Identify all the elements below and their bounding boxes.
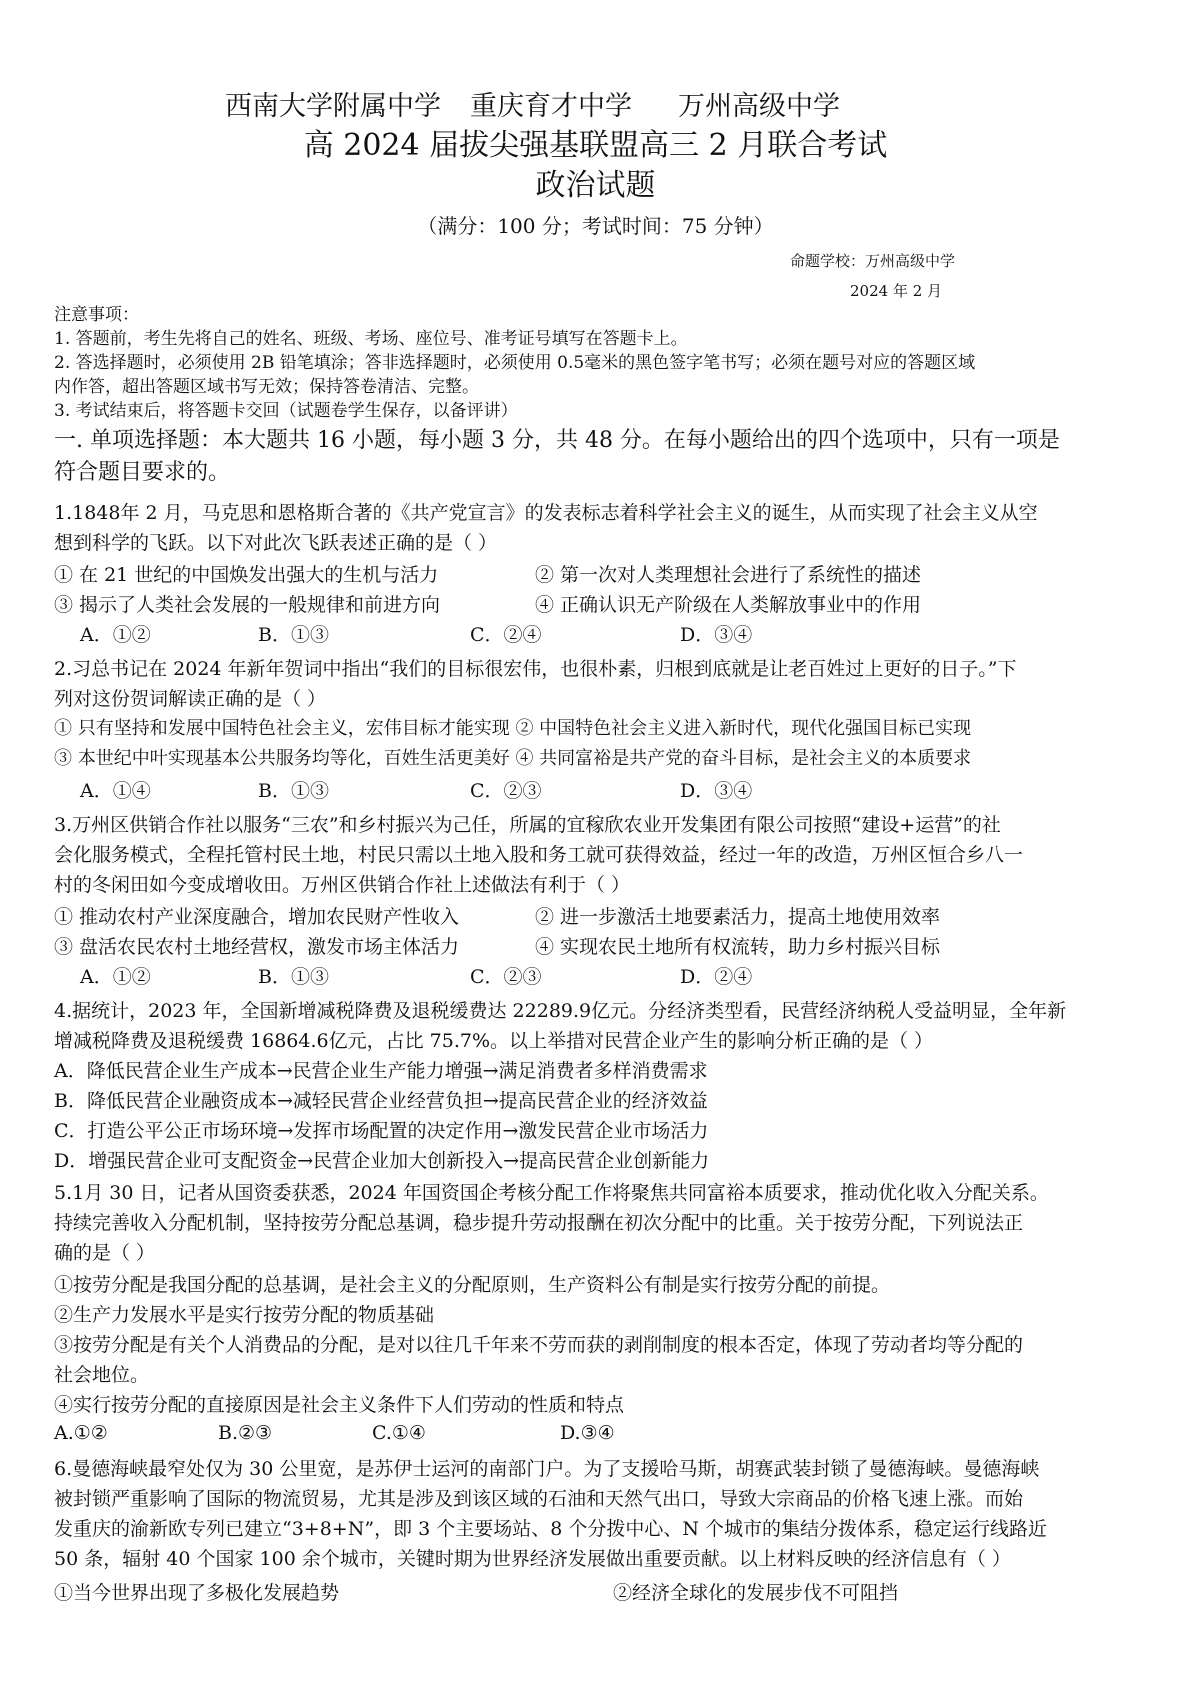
school-name-1: 西南大学附属中学: [225, 91, 441, 122]
q1-statement-3: ③ 揭示了人类社会发展的一般规律和前进方向: [54, 594, 441, 616]
q4-stem-2: 增减税降费及退税缓费 16864.6亿元，占比 75.7%。以上举措对民营企业产生的影响分析正确的是（ ）: [54, 1030, 934, 1052]
notice-item-2: 2. 答选择题时，必须使用 2B 铅笔填涂；答非选择题时，必须使用 0.5毫米的黑色签字笔书写；必须在题号对应的答题区域: [54, 353, 976, 373]
q3-option-b: B．①③: [258, 966, 329, 988]
q5-option-d: D.③④: [560, 1422, 615, 1444]
q3-statement-3: ③ 盘活农民农村土地经营权，激发市场主体活力: [54, 936, 460, 958]
q4-option-b: B．降低民营企业融资成本→减轻民营企业经营负担→提高民营企业的经济效益: [54, 1090, 708, 1112]
q3-stem-2: 会化服务模式，全程托管村民土地，村民只需以土地入股和务工就可获得效益，经过一年的改造，万州区恒合乡八一: [54, 844, 1024, 866]
section-heading-line1: 一. 单项选择题：本大题共 16 小题，每小题 3 分，共 48 分。在每小题给出的四个选项中，只有一项是: [54, 428, 1060, 453]
q2-statements-3-4: ③ 本世纪中叶实现基本公共服务均等化，百姓生活更美好 ④ 共同富裕是共产党的奋斗目标，是社会主义的本质要求: [54, 748, 972, 769]
q3-statement-2: ② 进一步激活土地要素活力，提高土地使用效率: [535, 906, 941, 928]
author-school: 命题学校：万州高级中学: [790, 252, 956, 270]
q2-stem-1: 2.习总书记在 2024 年新年贺词中指出“我们的目标很宏伟，也很朴素，归根到底就是让老百姓过上更好的日子。”下: [54, 658, 1017, 680]
school-name-3: 万州高级中学: [678, 91, 840, 122]
q4-option-d: D．增强民营企业可支配资金→民营企业加大创新投入→提高民营企业创新能力: [54, 1150, 710, 1172]
q5-stem-1: 5.1月 30 日，记者从国资委获悉，2024 年国资国企考核分配工作将聚焦共同富裕本质要求，推动优化收入分配关系。: [54, 1182, 1049, 1204]
q1-option-a: A．①②: [80, 624, 151, 646]
q6-statement-1: ①当今世界出现了多极化发展趋势: [54, 1582, 340, 1604]
q6-stem-3: 发重庆的渝新欧专列已建立“3+8+N”，即 3 个主要场站、8 个分拨中心、N 个城市的集结分拨体系，稳定运行线路近: [54, 1518, 1048, 1540]
q1-statement-1: ① 在 21 世纪的中国焕发出强大的生机与活力: [54, 564, 439, 586]
q5-stem-3: 确的是（ ）: [54, 1242, 156, 1264]
notice-item-3: 3. 考试结束后，将答题卡交回（试题卷学生保存，以备评讲）: [54, 401, 518, 421]
q2-option-c: C．②③: [470, 780, 542, 802]
q1-option-c: C．②④: [470, 624, 542, 646]
q1-option-b: B．①③: [258, 624, 329, 646]
q3-option-a: A．①②: [80, 966, 151, 988]
q5-statement-3-cont: 社会地位。: [54, 1364, 150, 1386]
school-name-2: 重庆育才中学: [470, 91, 632, 122]
q4-option-c: C．打造公平公正市场环境→发挥市场配置的决定作用→激发民营企业市场活力: [54, 1120, 709, 1142]
q5-option-b: B.②③: [218, 1422, 273, 1444]
q6-stem-4: 50 条，辐射 40 个国家 100 余个城市，关键时期为世界经济发展做出重要贡献。以上材料反映的经济信息有（ ）: [54, 1548, 1011, 1570]
q3-stem-1: 3.万州区供销合作社以服务“三农”和乡村振兴为己任，所属的宜稼欣农业开发集团有限公司按照“建设+运营”的社: [54, 814, 1001, 836]
q5-stem-2: 持续完善收入分配机制，坚持按劳分配总基调，稳步提升劳动报酬在初次分配中的比重。关于按劳分配，下列说法正: [54, 1212, 1024, 1234]
q6-statement-2: ②经济全球化的发展步伐不可阻挡: [613, 1582, 899, 1604]
notice-item-2-cont: 内作答，超出答题区域书写无效；保持答卷清洁、完整。: [54, 377, 479, 397]
q6-stem-1: 6.曼德海峡最窄处仅为 30 公里宽，是苏伊士运河的南部门户。为了支援哈马斯，胡赛武装封锁了曼德海峡。曼德海峡: [54, 1458, 1040, 1480]
q2-option-d: D．③④: [680, 780, 753, 802]
notice-item-1: 1. 答题前，考生先将自己的姓名、班级、考场、座位号、准考证号填写在答题卡上。: [54, 329, 688, 349]
q1-stem-1: 1.1848年 2 月，马克思和恩格斯合著的《共产党宣言》的发表标志着科学社会主义的诞生，从而实现了社会主义从空: [54, 502, 1038, 524]
notice-title: 注意事项：: [54, 305, 139, 325]
q5-statement-3: ③按劳分配是有关个人消费品的分配，是对以往几千年来不劳而获的剥削制度的根本否定，体现了劳动者均等分配的: [54, 1334, 1024, 1356]
q5-statement-2: ②生产力发展水平是实行按劳分配的物质基础: [54, 1304, 435, 1326]
exam-title: 高 2024 届拔尖强基联盟高三 2 月联合考试: [303, 128, 888, 163]
q1-stem-2: 想到科学的飞跃。以下对此次飞跃表述正确的是（ ）: [54, 532, 498, 554]
q3-statement-1: ① 推动农村产业深度融合，增加农民财产性收入: [54, 906, 460, 928]
q2-statements-1-2: ① 只有坚持和发展中国特色社会主义，宏伟目标才能实现 ② 中国特色社会主义进入新时代，现代化强国目标已实现: [54, 718, 972, 739]
q5-option-c: C.①④: [372, 1422, 426, 1444]
exam-date: 2024 年 2 月: [850, 282, 943, 300]
q3-stem-3: 村的冬闲田如今变成增收田。万州区供销合作社上述做法有利于（ ）: [54, 874, 631, 896]
q4-stem-1: 4.据统计，2023 年，全国新增减税降费及退税缓费达 22289.9亿元。分经济类型看，民营经济纳税人受益明显，全年新: [54, 1000, 1067, 1022]
q2-option-b: B．①③: [258, 780, 329, 802]
q3-statement-4: ④ 实现农民土地所有权流转，助力乡村振兴目标: [535, 936, 941, 958]
q6-stem-2: 被封锁严重影响了国际的物流贸易，尤其是涉及到该区域的石油和天然气出口，导致大宗商品的价格飞速上涨。而始: [54, 1488, 1024, 1510]
q1-statement-2: ② 第一次对人类理想社会进行了系统性的描述: [535, 564, 922, 586]
q3-option-c: C．②③: [470, 966, 542, 988]
q3-option-d: D．②④: [680, 966, 753, 988]
q1-statement-4: ④ 正确认识无产阶级在人类解放事业中的作用: [535, 594, 922, 616]
q2-stem-2: 列对这份贺词解读正确的是（ ）: [54, 688, 327, 710]
subject-title: 政治试题: [535, 168, 656, 203]
score-time: （满分：100 分；考试时间：75 分钟）: [417, 214, 774, 238]
q5-statement-1: ①按劳分配是我国分配的总基调，是社会主义的分配原则，生产资料公有制是实行按劳分配的前提。: [54, 1274, 891, 1296]
q4-option-a: A．降低民营企业生产成本→民营企业生产能力增强→满足消费者多样消费需求: [54, 1060, 708, 1082]
section-heading-line2: 符合题目要求的。: [54, 460, 231, 485]
q5-statement-4: ④实行按劳分配的直接原因是社会主义条件下人们劳动的性质和特点: [54, 1394, 625, 1416]
q2-option-a: A．①④: [80, 780, 151, 802]
q1-option-d: D．③④: [680, 624, 753, 646]
q5-option-a: A.①②: [54, 1422, 108, 1444]
